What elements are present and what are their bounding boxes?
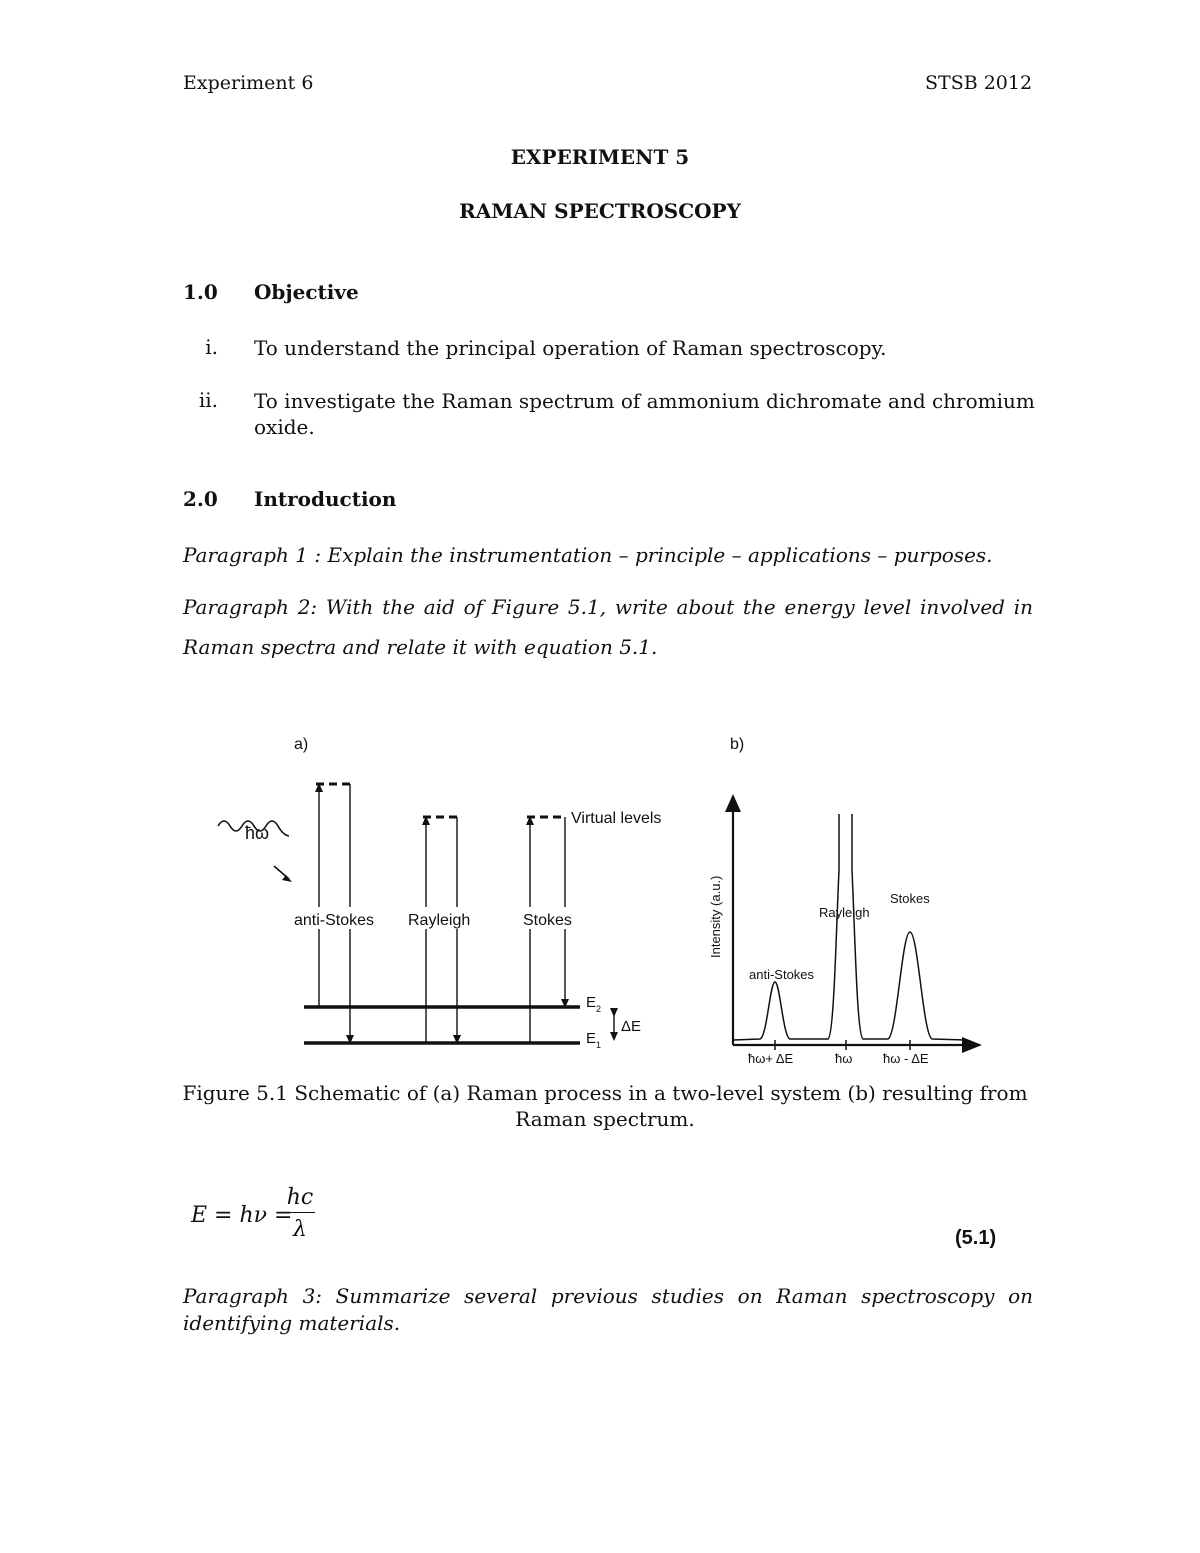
x-tick-label-rayleigh: ħω: [835, 1051, 853, 1066]
y-axis-arrowhead: [725, 794, 741, 812]
subject-title: RAMAN SPECTROSCOPY: [459, 199, 741, 223]
equation-number: (5.1): [955, 1227, 997, 1249]
transition-label-anti-stokes: anti-Stokes: [294, 912, 375, 929]
level-e1-label: E: [586, 1030, 597, 1047]
spectrum-curve-right: [852, 814, 966, 1040]
paragraph-1: Paragraph 1 : Explain the instrumentation – principle – applications – purposes.: [183, 543, 993, 567]
virtual-levels-label: Virtual levels: [571, 810, 662, 827]
section2-title: Introduction: [254, 487, 397, 511]
peak-label-rayleigh: Rayleigh: [819, 905, 870, 920]
delta-e-label: ΔE: [621, 1018, 642, 1035]
raman-figure: [0, 720, 1200, 1070]
panel-a-label: a): [294, 736, 309, 753]
transition-label-stokes: Stokes: [523, 912, 572, 929]
x-tick-label-stokes: ħω - ΔE: [883, 1051, 929, 1066]
experiment-title: EXPERIMENT 5: [510, 145, 690, 169]
transition-label-rayleigh: Rayleigh: [408, 912, 471, 929]
photon-label: ħω: [245, 823, 270, 843]
level-e2-subscript: 2: [596, 1004, 602, 1014]
equation-numerator: hc: [286, 1185, 314, 1210]
peak-label-stokes: Stokes: [890, 891, 930, 906]
header-right: STSB 2012: [925, 72, 1033, 94]
spectrum-curve-left: [733, 814, 839, 1040]
photon-arrow-line: [274, 866, 289, 879]
level-e2-label: E: [586, 994, 597, 1011]
section2-number: 2.0: [183, 487, 218, 511]
objective-item-2-line1: To investigate the Raman spectrum of ammonium dichromate and chromium: [254, 389, 1035, 413]
paragraph-3: Paragraph 3: Summarize several previous studies on Raman spectroscopy on identifying materials.: [183, 1284, 1033, 1335]
equation-lhs: E = hν =: [191, 1203, 293, 1228]
figure-caption-line1: Figure 5.1 Schematic of (a) Raman process in a two-level system (b) resulting from: [182, 1081, 1028, 1105]
objective-item-2-line2: oxide.: [254, 415, 315, 439]
x-tick-label-anti-stokes: ħω+ ΔE: [748, 1051, 794, 1066]
peak-label-anti-stokes: anti-Stokes: [749, 967, 815, 982]
panel-b-label: b): [730, 736, 745, 753]
paragraph-2: Paragraph 2: With the aid of Figure 5.1, write about the energy level involved in Raman spectra and relate it with equation 5.1.: [183, 595, 1033, 659]
y-axis-label: Intensity (a.u.): [708, 875, 723, 958]
objective-numeral-2: ii.: [198, 388, 218, 412]
level-e1-subscript: 1: [596, 1040, 602, 1050]
section1-title: Objective: [254, 280, 359, 304]
objective-item-1: To understand the principal operation of Raman spectroscopy.: [254, 336, 887, 360]
fraction-bar: [285, 1212, 315, 1213]
photon-arrowhead: [282, 875, 292, 882]
figure-caption-line2: Raman spectrum.: [515, 1107, 695, 1131]
objective-numeral-1: i.: [205, 335, 218, 359]
section1-number: 1.0: [183, 280, 218, 304]
header-left: Experiment 6: [183, 72, 314, 94]
equation-denominator: λ: [293, 1217, 307, 1242]
